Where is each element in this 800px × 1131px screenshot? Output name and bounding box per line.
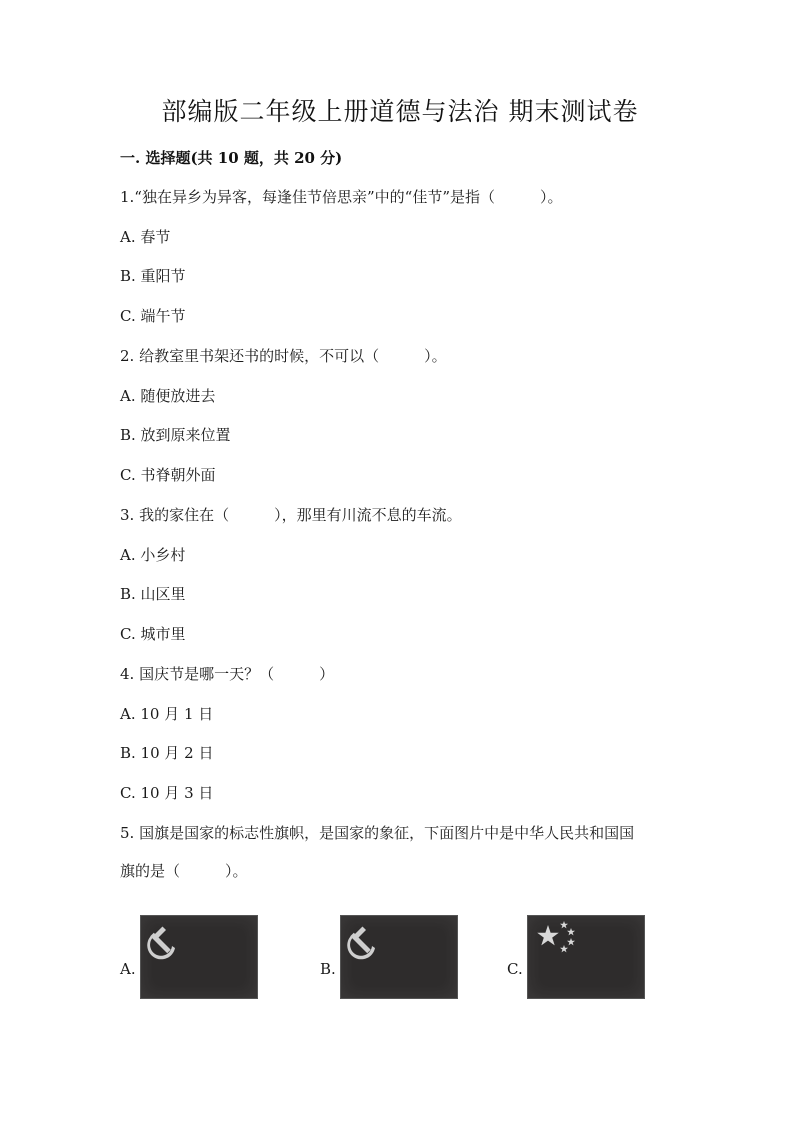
question-3-option-c: C. 城市里 xyxy=(120,625,186,643)
question-4-stem: 4. 国庆节是哪一天？（ ） xyxy=(120,665,335,683)
question-3-option-a: A. 小乡村 xyxy=(120,546,186,564)
figure-option-b-label: B. xyxy=(320,960,336,978)
question-1-option-a: A. 春节 xyxy=(120,228,171,246)
question-4-option-b: B. 10 月 2 日 xyxy=(120,744,214,762)
question-2-option-b: B. 放到原来位置 xyxy=(120,426,231,444)
figure-option-a-label: A. xyxy=(120,960,136,978)
question-1-option-b: B. 重阳节 xyxy=(120,267,186,285)
question-5-stem-line2: 旗的是（ ）。 xyxy=(120,862,248,880)
hammer-sickle-flag-icon xyxy=(140,915,258,999)
section-heading: 一. 选择题(共 10 题，共 20 分) xyxy=(120,149,343,167)
question-4-option-c: C. 10 月 3 日 xyxy=(120,784,214,802)
question-2-option-a: A. 随便放进去 xyxy=(120,387,216,405)
question-3-stem: 3. 我的家住在（ ），那里有川流不息的车流。 xyxy=(120,506,462,524)
question-5-figure-options xyxy=(120,915,680,1005)
question-1-option-c: C. 端午节 xyxy=(120,307,186,325)
question-1-stem: 1.“独在异乡为异客，每逢佳节倍思亲”中的“佳节”是指（ ）。 xyxy=(120,188,563,206)
figure-option-c-label: C. xyxy=(507,960,523,978)
hammer-sickle-flag-icon xyxy=(340,915,458,999)
page-title: 部编版二年级上册道德与法治 期末测试卷 xyxy=(161,97,639,126)
question-4-option-a: A. 10 月 1 日 xyxy=(120,705,214,723)
question-3-option-b: B. 山区里 xyxy=(120,585,186,603)
question-2-stem: 2. 给教室里书架还书的时候，不可以（ ）。 xyxy=(120,347,447,365)
question-2-option-c: C. 书脊朝外面 xyxy=(120,466,216,484)
five-star-flag-icon xyxy=(527,915,645,999)
question-5-stem-line1: 5. 国旗是国家的标志性旗帜，是国家的象征，下面图片中是中华人民共和国国 xyxy=(120,824,635,842)
